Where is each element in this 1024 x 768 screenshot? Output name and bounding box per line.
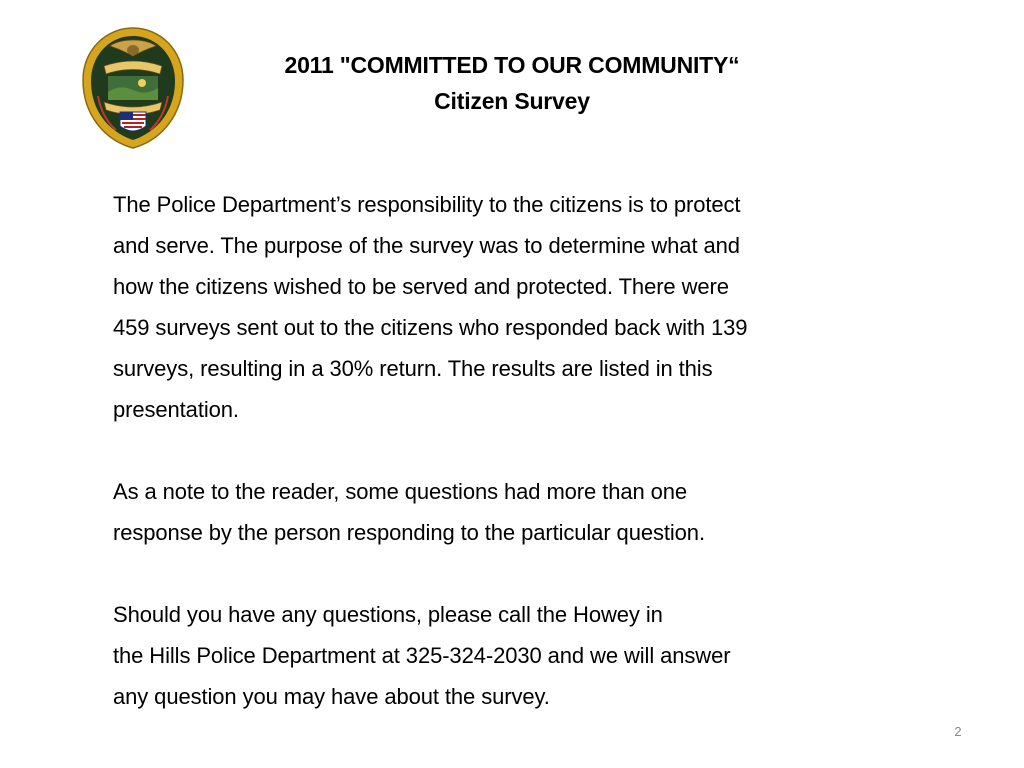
body-line: Should you have any questions, please call the Howey in bbox=[113, 602, 663, 627]
body-line: any question you may have about the survey. bbox=[113, 684, 550, 709]
body-text bbox=[113, 184, 913, 717]
body-line: how the citizens wished to be served and protected. There were bbox=[113, 274, 729, 299]
body-line: 459 surveys sent out to the citizens who responded back with 139 bbox=[113, 315, 748, 340]
page-number: 2 bbox=[954, 724, 962, 739]
body-line: surveys, resulting in a 30% return. The results are listed in this bbox=[113, 356, 713, 381]
slide-title: 2011 "COMMITTED TO OUR COMMUNITY“ bbox=[284, 52, 740, 78]
body-line: The Police Department’s responsibility to the citizens is to protect bbox=[113, 192, 741, 217]
body-line: the Hills Police Department at 325-324-2030 and we will answer bbox=[113, 643, 731, 668]
body-line: As a note to the reader, some questions had more than one bbox=[113, 479, 688, 504]
body-line: presentation. bbox=[113, 397, 239, 422]
paragraph-gap bbox=[113, 430, 913, 471]
body-line: response by the person responding to the particular question. bbox=[113, 520, 705, 545]
paragraph-gap bbox=[113, 553, 913, 594]
body-line: and serve. The purpose of the survey was to determine what and bbox=[113, 233, 740, 258]
slide-subtitle: Citizen Survey bbox=[434, 88, 590, 114]
